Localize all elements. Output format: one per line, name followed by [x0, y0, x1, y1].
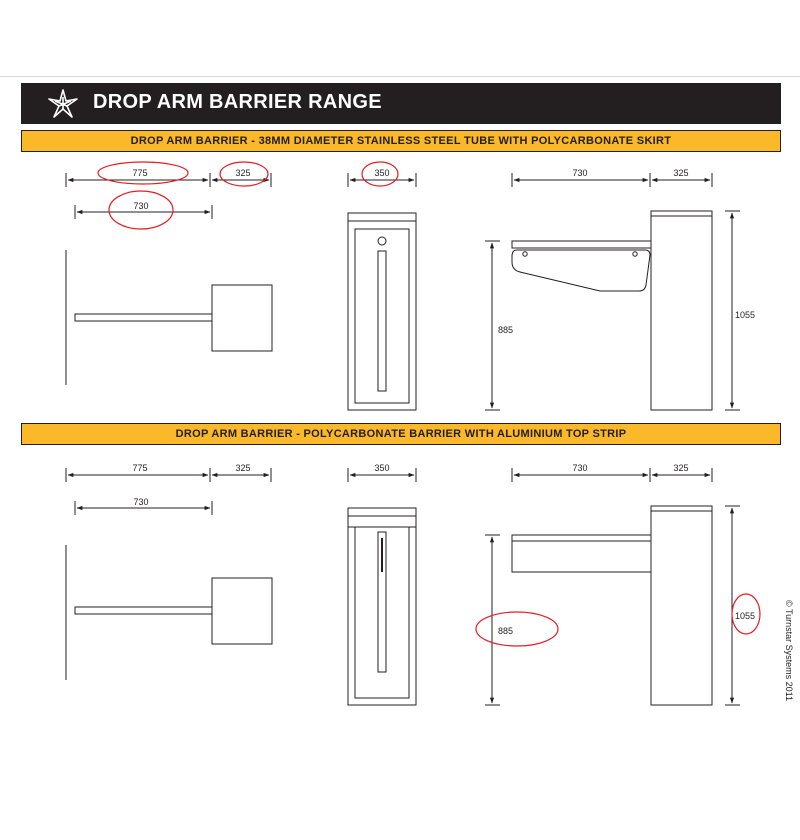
- dim-side-cabinet-depth: 325: [673, 168, 689, 178]
- dim-arm-height-2: 885: [498, 626, 514, 636]
- end-view-tube-skirt: [348, 173, 416, 410]
- section-heading-polycarbonate: DROP ARM BARRIER - POLYCARBONATE BARRIER WITH ALUMINIUM TOP STRIP: [21, 423, 781, 445]
- side-view-tube-skirt: [485, 173, 740, 410]
- dim-arm-length: 775: [132, 168, 148, 178]
- dim-arm-span: 730: [133, 201, 149, 211]
- dim-arm-span-2: 730: [133, 497, 149, 507]
- dim-end-width-2: 350: [374, 463, 390, 473]
- dim-arm-length-2: 775: [132, 463, 148, 473]
- dim-side-arm-length: 730: [572, 168, 588, 178]
- dim-cabinet-height-2: 1055: [735, 611, 756, 621]
- dim-end-width: 350: [374, 168, 390, 178]
- dim-cabinet-depth-2: 325: [235, 463, 251, 473]
- copyright-text: © Turnstar Systems 2011: [784, 600, 794, 702]
- end-view-polycarbonate: [348, 468, 416, 705]
- annotation-circles-section-2: [476, 594, 760, 646]
- plan-view-tube-skirt: [66, 173, 272, 385]
- dim-cabinet-height: 1055: [735, 310, 756, 320]
- page-title: DROP ARM BARRIER RANGE: [93, 91, 382, 113]
- plan-view-polycarbonate: [66, 468, 272, 680]
- dim-side-arm-length-2: 730: [572, 463, 588, 473]
- dim-arm-height: 885: [498, 325, 514, 335]
- dim-side-cabinet-depth-2: 325: [673, 463, 689, 473]
- side-view-polycarbonate: [485, 468, 740, 705]
- section-heading-tube-skirt: DROP ARM BARRIER - 38MM DIAMETER STAINLESS STEEL TUBE WITH POLYCARBONATE SKIRT: [21, 130, 781, 152]
- dim-cabinet-depth: 325: [235, 168, 251, 178]
